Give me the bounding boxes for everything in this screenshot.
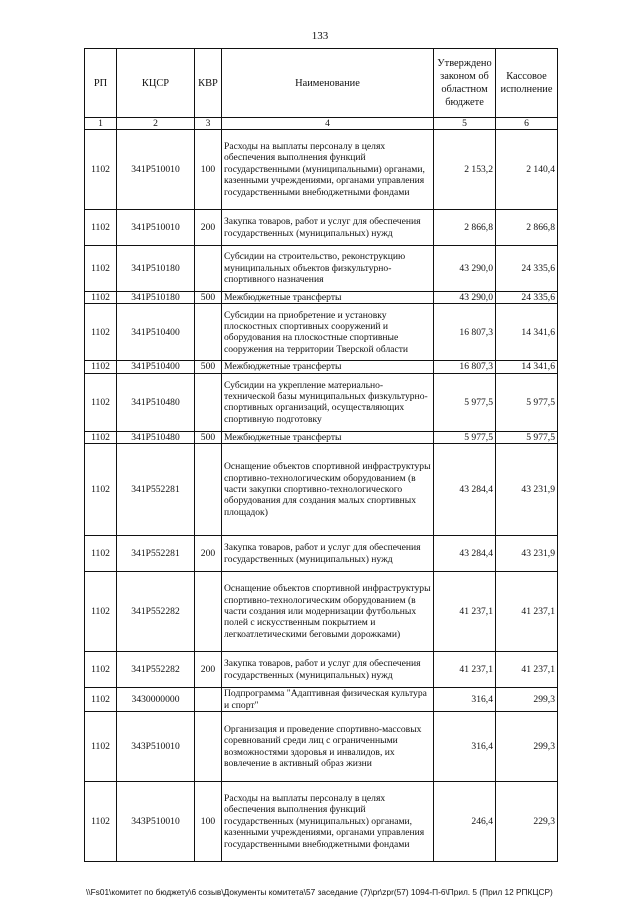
row-approved: 2 866,8 [434,210,496,246]
row-approved: 43 284,4 [434,444,496,536]
row-kvr: 200 [195,536,222,572]
table-row [85,304,558,361]
column-number: 5 [434,118,496,130]
table-row [85,246,558,292]
row-kcsr: 343P510010 [117,782,195,862]
row-kvr [195,712,222,782]
row-executed: 2 140,4 [496,130,558,210]
table-row [85,572,558,652]
row-rp: 1102 [85,210,117,246]
row-executed: 5 977,5 [496,373,558,431]
row-kcsr: 341P510010 [117,210,195,246]
row-kcsr: 341P552282 [117,652,195,688]
row-executed: 14 341,6 [496,304,558,361]
row-rp: 1102 [85,688,117,712]
row-name: Оснащение объектов спортивной инфраструктуры спортивно-технологическим оборудованием (в части закупки спортивно-технологического оборудования для создания малых спортивных площадок) [222,444,434,536]
row-name: Межбюджетные трансферты [222,431,434,443]
row-executed: 299,3 [496,688,558,712]
row-kvr [195,688,222,712]
table-row [85,688,558,712]
file-path-footer: \\Fs01\комитет по бюджету\6 созыв\Документы комитета\57 заседание (7)\pr\zpr(57) 1094-П-6\Прил. 5 (Прил 12 РПКЦСР) [86,887,553,897]
row-rp: 1102 [85,536,117,572]
row-kvr [195,373,222,431]
row-rp: 1102 [85,652,117,688]
row-rp: 1102 [85,361,117,373]
row-approved: 5 977,5 [434,373,496,431]
row-approved: 43 290,0 [434,292,496,304]
row-kcsr: 341P552281 [117,536,195,572]
table-row [85,782,558,862]
row-kcsr: 341P510180 [117,292,195,304]
row-approved: 5 977,5 [434,431,496,443]
row-rp: 1102 [85,782,117,862]
column-number: 3 [195,118,222,130]
row-executed: 299,3 [496,712,558,782]
row-kcsr: 341P510480 [117,373,195,431]
row-executed: 24 335,6 [496,292,558,304]
row-rp: 1102 [85,130,117,210]
column-number: 4 [222,118,434,130]
row-kvr: 100 [195,782,222,862]
table-row [85,444,558,536]
row-name: Расходы на выплаты персоналу в целях обеспечения выполнения функций государственными (муниципальными) органами, казенными учреждениями, органами управления государственными внебюджетными фондами [222,130,434,210]
row-approved: 16 807,3 [434,361,496,373]
row-kcsr: 341P552281 [117,444,195,536]
header-rp: РП [85,49,117,118]
header-kvr: КВР [195,49,222,118]
row-executed: 41 237,1 [496,572,558,652]
row-kvr: 200 [195,210,222,246]
row-name: Закупка товаров, работ и услуг для обеспечения государственных (муниципальных) нужд [222,210,434,246]
row-approved: 43 284,4 [434,536,496,572]
row-rp: 1102 [85,444,117,536]
row-executed: 41 237,1 [496,652,558,688]
row-kvr: 200 [195,652,222,688]
row-name: Подпрограмма "Адаптивная физическая культура и спорт" [222,688,434,712]
row-executed: 229,3 [496,782,558,862]
row-kcsr: 341P510480 [117,431,195,443]
header-approved: Утверждено законом об областном бюджете [434,49,496,118]
row-executed: 14 341,6 [496,361,558,373]
row-kvr: 100 [195,130,222,210]
row-approved: 316,4 [434,688,496,712]
row-name: Закупка товаров, работ и услуг для обеспечения государственных (муниципальных) нужд [222,652,434,688]
table-row [85,652,558,688]
column-number: 1 [85,118,117,130]
table-row [85,292,558,304]
header-row [85,49,558,118]
row-kvr: 500 [195,361,222,373]
row-name: Оснащение объектов спортивной инфраструктуры спортивно-технологическим оборудованием (в части создания или модернизации футбольных полей с искусственным покрытием и легкоатлетическими беговыми дорожками) [222,572,434,652]
row-kcsr: 341P552282 [117,572,195,652]
page-number: 133 [311,30,329,42]
row-kvr [195,444,222,536]
row-approved: 2 153,2 [434,130,496,210]
row-approved: 41 237,1 [434,652,496,688]
row-name: Организация и проведение спортивно-массовых соревнований среди лиц с ограниченными возможностями здоровья и инвалидов, их вовлечение в активный образ жизни [222,712,434,782]
header-executed: Кассовое исполнение [496,49,558,118]
row-kvr [195,246,222,292]
row-rp: 1102 [85,431,117,443]
row-kcsr: 341P510400 [117,361,195,373]
row-kcsr: 341P510010 [117,130,195,210]
row-kcsr: 3430000000 [117,688,195,712]
row-kcsr: 341P510180 [117,246,195,292]
row-name: Межбюджетные трансферты [222,361,434,373]
row-kvr [195,304,222,361]
table-body [85,130,558,862]
row-approved: 246,4 [434,782,496,862]
row-rp: 1102 [85,304,117,361]
row-kvr: 500 [195,292,222,304]
column-number-row [85,118,558,130]
row-kcsr: 343P510010 [117,712,195,782]
row-approved: 316,4 [434,712,496,782]
row-rp: 1102 [85,572,117,652]
row-approved: 16 807,3 [434,304,496,361]
row-kvr: 500 [195,431,222,443]
row-name: Расходы на выплаты персоналу в целях обеспечения выполнения функций государственных (муниципальных) органами, казенными учреждениями, органами управления государственными внебюджетными фондами [222,782,434,862]
column-number: 6 [496,118,558,130]
header-kcsr: КЦСР [117,49,195,118]
table-row [85,130,558,210]
row-name: Межбюджетные трансферты [222,292,434,304]
column-number: 2 [117,118,195,130]
table-row [85,361,558,373]
row-name: Субсидии на приобретение и установку плоскостных спортивных сооружений и оборудования на плоскостные спортивные сооружения на территории Тверской области [222,304,434,361]
table-row [85,210,558,246]
table-row [85,712,558,782]
table-row [85,536,558,572]
row-executed: 5 977,5 [496,431,558,443]
row-rp: 1102 [85,292,117,304]
table-row [85,431,558,443]
budget-table [84,48,558,862]
row-rp: 1102 [85,373,117,431]
row-executed: 43 231,9 [496,444,558,536]
row-executed: 2 866,8 [496,210,558,246]
row-name: Закупка товаров, работ и услуг для обеспечения государственных (муниципальных) нужд [222,536,434,572]
row-rp: 1102 [85,246,117,292]
row-name: Субсидии на строительство, реконструкцию муниципальных объектов физкультурно-спортивного назначения [222,246,434,292]
row-approved: 43 290,0 [434,246,496,292]
table-row [85,373,558,431]
row-rp: 1102 [85,712,117,782]
row-kcsr: 341P510400 [117,304,195,361]
row-kvr [195,572,222,652]
header-name: Наименование [222,49,434,118]
row-executed: 43 231,9 [496,536,558,572]
row-approved: 41 237,1 [434,572,496,652]
row-executed: 24 335,6 [496,246,558,292]
row-name: Субсидии на укрепление материально-технической базы муниципальных физкультурно-спортивных организаций, осуществляющих спортивную подготовку [222,373,434,431]
